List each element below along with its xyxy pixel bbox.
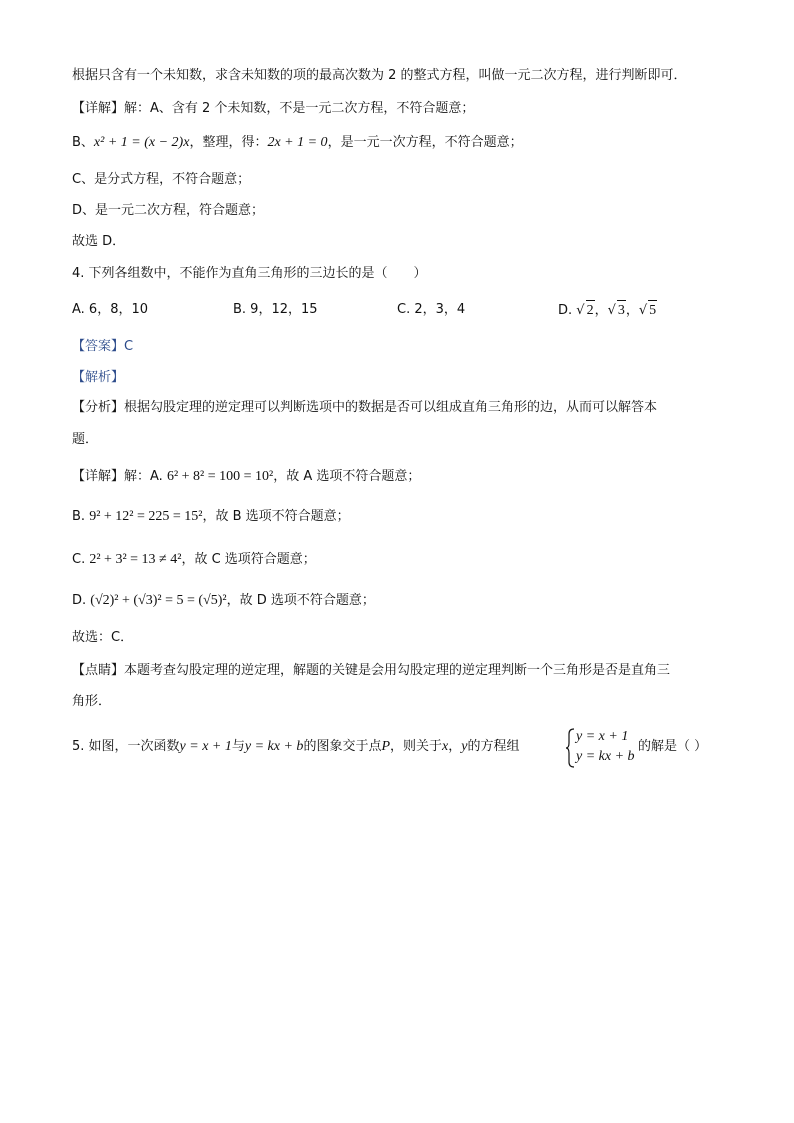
option-d-label: D. (558, 303, 573, 318)
q4-option-d: D. √ 2，√ 3，√ 5 (558, 300, 657, 321)
detail-a-eq: 6² + 8² = 100 = 10² (166, 469, 274, 484)
b-suffix: ，是一元一次方程，不符合题意； (327, 135, 523, 150)
q5-comma: ， (448, 739, 462, 754)
q5-x: x (442, 739, 449, 754)
q4-choose: 故选：C． (72, 630, 134, 645)
q4-comment-1: 【点睛】本题考查勾股定理的逆定理，解题的关键是会用勾股定理的逆定理判断一个三角形是否是直角三 (72, 663, 671, 678)
q5-y: y (461, 739, 468, 754)
option-c-line: C、是分式方程，不符合题意； (72, 172, 251, 187)
q5-p: P (381, 739, 391, 754)
brace-icon (566, 728, 576, 768)
detail-a-suffix: ，故 A 选项不符合题意； (273, 469, 421, 484)
detail-d-eq: (√2)² + (√3)² = 5 = (√5)² (90, 593, 227, 608)
sqrt-3: 3 (617, 300, 626, 321)
jiexi-tag: 【解析】 (72, 370, 125, 385)
b-equation-2: 2x + 1 = 0 (267, 135, 328, 150)
detail-c-eq: 2² + 3² = 13 ≠ 4² (89, 552, 182, 567)
q5-post: 的解是（ ） (638, 739, 708, 754)
q4-option-b: B. 9，12，15 (233, 302, 318, 317)
detail-a-prefix: 【详解】解：A. (72, 469, 163, 484)
sqrt-5: 5 (648, 300, 657, 321)
q4-detail-b (72, 507, 350, 527)
q5-f2: y = kx + b (244, 739, 304, 754)
q5-pre: 5. 如图，一次函数 (72, 739, 180, 754)
q5-mid2: ，则关于 (390, 739, 443, 754)
b-equation: x² + 1 = (x − 2)x (93, 135, 190, 150)
q4-stem: 4. 下列各组数中，不能作为直角三角形的三边长的是（ ） (72, 266, 427, 281)
q4-comment-2: 角形． (72, 694, 112, 709)
detail-b-prefix: B. (72, 509, 86, 524)
b-mid: ，整理，得： (189, 135, 268, 150)
system-eq-1: y = x + 1 (576, 729, 629, 744)
detail-c-suffix: ，故 C 选项符合题意； (181, 552, 316, 567)
q4-detail-a (72, 467, 420, 487)
q4-analysis-1: 【分析】根据勾股定理的逆定理可以判断选项中的数据是否可以组成直角三角形的边，从而可以解答本 (72, 400, 658, 415)
option-b-line (72, 133, 523, 153)
choose-line: 故选 D． (72, 234, 126, 249)
q4-option-c: C. 2，3，4 (397, 302, 466, 317)
q4-detail-d (72, 591, 375, 611)
detail-b-suffix: ，故 B 选项不符合题意； (202, 509, 350, 524)
analysis-text: 根据只含有一个未知数，求含未知数的项的最高次数为 2 的整式方程，叫做一元二次方程，进行判断即可． (72, 68, 687, 83)
system-eq-2: y = kx + b (576, 749, 635, 764)
q5-and: 与 (231, 739, 245, 754)
detail-d-prefix: D. (72, 593, 87, 608)
equation-system (566, 728, 646, 768)
q4-analysis-2: 题． (72, 432, 99, 447)
b-prefix: B、 (72, 135, 94, 150)
q5-mid3: 的方程组 (467, 739, 520, 754)
detail-b-eq: 9² + 12² = 225 = 15² (89, 509, 203, 524)
q4-detail-c (72, 550, 316, 570)
q5-mid: 的图象交于点 (303, 739, 382, 754)
q5-stem (72, 737, 520, 757)
option-d-line: D、是一元二次方程，符合题意； (72, 203, 265, 218)
detail-c-prefix: C. (72, 552, 86, 567)
q4-option-a: A. 6，8，10 (72, 302, 149, 317)
detail-d-suffix: ，故 D 选项不符合题意； (226, 593, 375, 608)
sqrt-2: 2 (586, 300, 595, 321)
detail-line: 【详解】解：A、含有 2 个未知数，不是一元二次方程，不符合题意； (72, 101, 475, 116)
q5-f1: y = x + 1 (179, 739, 232, 754)
answer-tag: 【答案】C (72, 339, 134, 354)
